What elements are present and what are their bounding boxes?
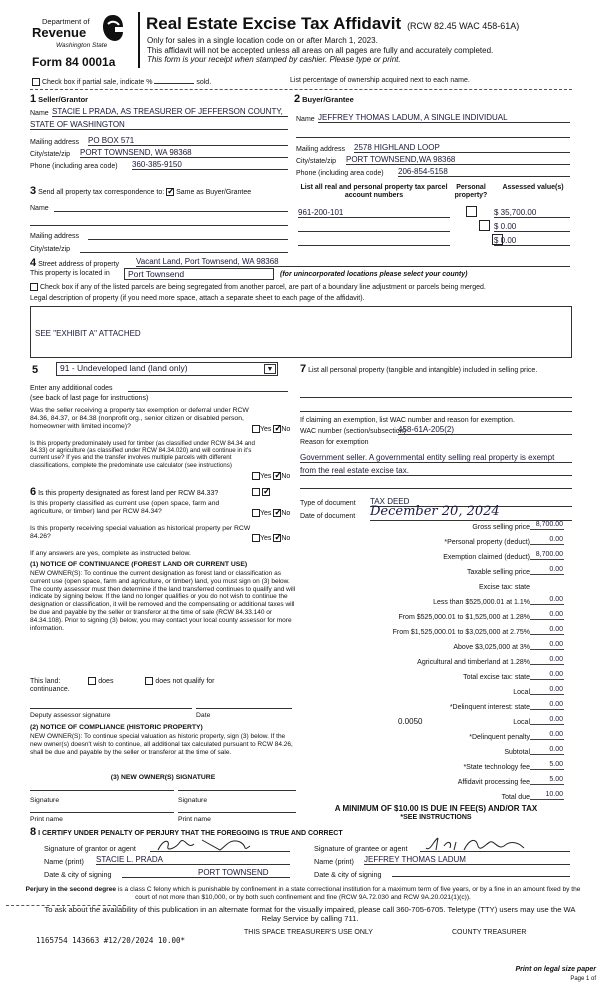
section-number: 1 xyxy=(30,93,37,105)
see-instructions-note: *SEE INSTRUCTIONS xyxy=(400,814,472,821)
totals-label: Subtotal xyxy=(504,749,530,756)
personal-property-checkbox[interactable] xyxy=(466,206,477,217)
timber-yes-no xyxy=(252,472,290,481)
additional-codes-field[interactable] xyxy=(128,384,288,392)
seller-heading-label: Seller/Grantor xyxy=(38,95,89,104)
parcels-heading: List all real and personal property tax parcel account numbers xyxy=(300,184,448,200)
located-row xyxy=(30,270,110,278)
grantee-date-label: Date & city of signing xyxy=(314,870,382,879)
legal-description-box[interactable] xyxy=(30,306,572,358)
form-title: Real Estate Excise Tax Affidavit xyxy=(146,14,402,33)
located-label: This property is located in xyxy=(30,270,110,277)
totals-label: Excise tax: state xyxy=(479,584,530,591)
land-use-select[interactable] xyxy=(56,362,278,376)
partial-sale-row xyxy=(32,78,211,87)
totals-value-field[interactable]: 8,700.00 xyxy=(530,551,564,560)
totals-label: *Personal property (deduct) xyxy=(444,539,530,546)
perjury-text: is a class C felony which is punishable by confinement in a state correctional institution for a maximum term of five years, or by a fine in an amount fixed by the court of not more than $10,000, or by both such confinement and fine (RCW 9A.72.030 and RCW 9A.20.021(1)(c)). xyxy=(117,886,581,901)
seller-heading xyxy=(30,93,88,106)
personal-property-heading: Personal property? xyxy=(454,184,488,200)
wac-field[interactable]: 458-61A-205(2) xyxy=(398,425,572,435)
located-select[interactable]: Port Townsend xyxy=(124,268,274,280)
located-note: (for unincorporated locations please select your county) xyxy=(280,271,468,278)
totals-value-field[interactable]: 0.00 xyxy=(530,731,564,740)
grantee-signature-mark xyxy=(420,836,570,854)
buyer-heading-label: Buyer/Grantee xyxy=(302,95,354,104)
this-land-label: This land: xyxy=(30,677,61,685)
current-use-yes-no xyxy=(252,509,290,518)
washington-state: Washington State xyxy=(56,42,108,49)
grantor-signature-mark xyxy=(150,836,290,854)
reason-line xyxy=(300,475,572,476)
corr-city-field[interactable] xyxy=(80,245,288,253)
legal-label: Legal description of property (if you need more space, attach a separate sheet to each page of the affidavit). xyxy=(30,295,365,302)
buyer-phone-field[interactable]: 206-854-5158 xyxy=(398,167,570,177)
notice-continuance-heading: (1) NOTICE OF CONTINUANCE (FOREST LAND OR CURRENT USE) xyxy=(30,561,248,568)
notice-compliance-heading: (2) NOTICE OF COMPLIANCE (HISTORIC PROPERTY) xyxy=(30,724,203,731)
totals-label: Agricultural and timberland at 1.28% xyxy=(417,659,530,666)
dor-logo xyxy=(30,14,126,58)
local-rate: 0.0050 xyxy=(398,717,423,726)
corr-mail-field[interactable] xyxy=(88,232,288,240)
does-label: does xyxy=(98,677,114,685)
totals-label: Gross selling price xyxy=(472,524,530,531)
historic-yes-no xyxy=(252,534,290,543)
notice-continuance-body: NEW OWNER(S): To continue the current designation as forest land or classification as current use (open space, farm and agriculture, or timber) land, you must sign on (3) below. The county assessor must then determine if the land transferred continues to qualify and will indicate by signing below. If the land no longer qualifies or you do not wish to continue the designation or classification, it will be removed and the compensating or additional taxes will be due and payable by the seller or transferor at the time of sale (RCW 84.33.140 or 84.34.108). Prior to signing (3) below, you may contact your local county assessor for more information. xyxy=(30,570,296,632)
forest-no-checkbox[interactable] xyxy=(262,488,270,496)
county-treasurer: COUNTY TREASURER xyxy=(452,929,527,936)
grantee-date-city-field[interactable] xyxy=(392,868,570,877)
reason-line xyxy=(300,488,572,489)
minimum-due-note: A MINIMUM OF $10.00 IS DUE IN FEE(S) AND/OR TAX xyxy=(334,804,538,813)
treasurer-stamp: 1165754 143663 #12/20/2024 10.00* xyxy=(36,936,186,945)
continuance-label: continuance. xyxy=(30,686,70,693)
parcel-number-field[interactable] xyxy=(298,222,450,232)
signature-label: Signature xyxy=(30,797,60,804)
current-use-question: Is this property classified as current use (open space, farm and agriculture, or timber) land per RCW 84.34? xyxy=(30,500,220,515)
seller-city-field[interactable]: PORT TOWNSEND, WA 98368 xyxy=(80,148,288,158)
buyer-heading xyxy=(294,93,354,106)
doc-type-field[interactable]: TAX DEED xyxy=(370,497,572,507)
no-label: No xyxy=(281,509,291,517)
revenue-wordmark: Revenue xyxy=(32,25,87,40)
partial-sale-percent-field[interactable] xyxy=(154,83,194,84)
section-number: 6 xyxy=(30,486,37,498)
totals-value-field[interactable]: 0.00 xyxy=(530,596,564,605)
totals-label: Exemption claimed (deduct) xyxy=(443,554,530,561)
yes-label: Yes xyxy=(260,534,272,542)
section-number: 2 xyxy=(294,93,301,105)
totals-value-field[interactable]: 0.00 xyxy=(530,626,564,635)
timber-no-checkbox[interactable] xyxy=(273,472,281,480)
header-note: This affidavit will not be accepted unless all areas on all pages are fully and accurately completed. xyxy=(147,45,494,55)
revenue-logo-icon xyxy=(102,14,124,42)
totals-label: From $1,525,000.01 to $3,025,000 at 2.75% xyxy=(392,629,530,636)
section-number: 8 xyxy=(30,826,37,838)
street-label: Street address of property xyxy=(38,261,120,268)
page-number: Page 1 of xyxy=(570,976,596,982)
assessed-value-field[interactable]: $ 0.00 xyxy=(494,222,570,232)
personal-property-field-1[interactable] xyxy=(300,390,572,398)
partial-sale-sold: sold. xyxy=(196,78,212,86)
assessed-value-field[interactable]: $ 35,700.00 xyxy=(494,208,570,218)
totals-value-field[interactable]: 0.00 xyxy=(530,566,564,575)
totals-label: Local xyxy=(513,719,530,726)
legal-description-text: SEE "EXHIBIT A" ATTACHED xyxy=(35,329,141,338)
buyer-mail-label: Mailing address xyxy=(296,146,346,153)
section-number: 7 xyxy=(300,363,307,375)
doc-date-field[interactable]: December 20, 2024 xyxy=(370,505,572,521)
signature-label: Signature xyxy=(178,797,208,804)
does-not-checkbox[interactable] xyxy=(145,677,153,685)
totals-label: Taxable selling price xyxy=(466,569,530,576)
totals-label: Total excise tax: state xyxy=(463,674,530,681)
historic-yes-checkbox[interactable] xyxy=(252,534,260,542)
street-address-field[interactable]: Vacant Land, Port Townsend, WA 98368 xyxy=(136,257,570,267)
correspondence-row xyxy=(30,185,251,198)
land-use-value: 91 - Undeveloped land (land only) xyxy=(60,363,188,373)
owner-signature-field-1[interactable] xyxy=(30,785,174,791)
new-owner-signature-heading: (3) NEW OWNER(S) SIGNATURE xyxy=(110,774,216,781)
timber-question: Is this property predominately used for timber (as classified under RCW 84.34 and 84.33) or agriculture (as classified under RCW 84.34.020) and will continue in it's current use? If yes and the transfer involves multiple parcels with different classifications, complete the predominate use calculator (see instructions) xyxy=(30,440,255,469)
corr-name-line2[interactable] xyxy=(30,218,288,226)
alt-format-notice: To ask about the availability of this publication in an alternate format for the visually impaired, please call 360-705-6705. Teletype (TTY) users may use the WA Relay Service by calling 711. xyxy=(44,905,576,923)
yes-label: Yes xyxy=(260,509,272,517)
totals-label: Affidavit processing fee xyxy=(457,779,530,786)
buyer-mail-field[interactable]: 2578 HIGHLAND LOOP xyxy=(354,143,570,153)
buyer-name-label: Name xyxy=(296,116,315,123)
grantee-name-label: Name (print) xyxy=(314,857,354,866)
does-not-label: does not qualify for xyxy=(155,677,215,685)
totals-value-field[interactable]: 0.00 xyxy=(530,641,564,650)
section-divider xyxy=(30,89,572,90)
additional-codes-note: (see back of last page for instructions) xyxy=(30,395,149,402)
seller-name-line2[interactable]: STATE OF WASHINGTON xyxy=(30,120,288,130)
department-of: Department of xyxy=(42,17,90,26)
doc-type-label: Type of document xyxy=(300,500,356,507)
deputy-signature-field[interactable] xyxy=(30,703,192,709)
assessed-value-field[interactable]: $ 0.00 xyxy=(494,236,570,246)
parcel-number-field[interactable]: 961-200-101 xyxy=(298,208,450,218)
totals-label: Less than $525,000.01 at 1.1% xyxy=(433,599,530,606)
historic-question: Is this property receiving special valuation as historical property per RCW 84.26? xyxy=(30,525,251,540)
grantor-city: PORT TOWNSEND xyxy=(198,868,269,877)
segregated-checkbox[interactable] xyxy=(30,283,38,291)
chevron-down-icon: ▼ xyxy=(264,364,276,374)
reason-line xyxy=(300,462,572,463)
street-row xyxy=(30,257,119,270)
exemption-no-checkbox[interactable] xyxy=(273,425,281,433)
no-label: No xyxy=(281,534,291,542)
form-title-row xyxy=(146,14,519,34)
totals-value-field[interactable]: 0.00 xyxy=(530,656,564,665)
doc-date-label: Date of document xyxy=(300,513,356,520)
personal-property-label: List all personal property (tangible and intangible) included in selling price. xyxy=(308,367,538,374)
totals-label: *State technology fee xyxy=(463,764,530,771)
header-divider xyxy=(138,12,140,68)
buyer-name-line2[interactable] xyxy=(296,130,570,138)
timber-yes-checkbox[interactable] xyxy=(252,472,260,480)
personal-property-row xyxy=(300,363,572,376)
segregated-label: Check box if any of the listed parcels are being segregated from another parcel, are part of a boundary line adjustment or parcels being merged. xyxy=(39,283,486,291)
forest-question: Is this property designated as forest land per RCW 84.33? xyxy=(38,490,219,497)
section-number: 5 xyxy=(32,364,39,376)
owner-print-field-1[interactable] xyxy=(30,807,174,813)
list-percentage-note: List percentage of ownership acquired next to each name. xyxy=(290,77,470,84)
partial-sale-checkbox[interactable] xyxy=(32,78,40,86)
grantor-date-label: Date & city of signing xyxy=(44,870,112,879)
grantor-date-city-field[interactable] xyxy=(122,868,290,878)
totals-value-field[interactable]: 0.00 xyxy=(530,536,564,545)
totals-value-field[interactable]: 0.00 xyxy=(530,686,564,695)
section6-note: If any answers are yes, complete as instructed below. xyxy=(30,550,191,557)
totals-label: Local xyxy=(513,689,530,696)
corr-name-label: Name xyxy=(30,205,49,212)
totals-label: Above $3,025,000 at 3% xyxy=(453,644,530,651)
totals-value-field[interactable]: 8,700.00 xyxy=(530,521,564,530)
forest-yes-checkbox[interactable] xyxy=(252,488,260,496)
same-as-buyer-label: Same as Buyer/Grantee xyxy=(176,189,252,196)
personal-property-field-2[interactable] xyxy=(300,404,572,412)
seller-phone-label: Phone (including area code) xyxy=(30,163,118,170)
totals-label: Total due xyxy=(501,794,530,801)
totals-value-field[interactable]: 0.00 xyxy=(530,701,564,710)
owner-signature-field-2[interactable] xyxy=(178,785,296,791)
corr-mail-label: Mailing address xyxy=(30,233,80,240)
grantor-sig-label: Signature of grantor or agent xyxy=(44,844,136,853)
buyer-city-field[interactable]: PORT TOWNSEND,WA 98368 xyxy=(346,155,570,165)
same-as-buyer-checkbox[interactable] xyxy=(166,188,174,196)
certify-label: I CERTIFY UNDER PENALTY OF PERJURY THAT THE FOREGOING IS TRUE AND CORRECT xyxy=(38,830,343,837)
grantor-name-field[interactable]: STACIE L. PRADA xyxy=(96,855,290,865)
buyer-city-label: City/state/zip xyxy=(296,158,337,165)
seller-mail-label: Mailing address xyxy=(30,139,80,146)
totals-value-field[interactable]: 0.00 xyxy=(530,671,564,680)
seller-mail-field[interactable]: PO BOX 571 xyxy=(88,136,288,146)
deputy-signature-label: Deputy assessor signature xyxy=(30,712,111,719)
exemption-yes-checkbox[interactable] xyxy=(252,425,260,433)
exemption-yes-no xyxy=(252,425,290,434)
header-notes xyxy=(147,36,493,65)
grantor-name-label: Name (print) xyxy=(44,857,84,866)
totals-label: *Delinquent interest: state xyxy=(449,704,530,711)
parcel-number-field[interactable] xyxy=(298,236,450,246)
yes-label: Yes xyxy=(260,472,272,480)
totals-label: From $525,000.01 to $1,525,000 at 1.28% xyxy=(398,614,530,621)
perjury-notice xyxy=(20,886,586,902)
totals-value-field[interactable]: 5.00 xyxy=(530,761,564,770)
corr-city-label: City/state/zip xyxy=(30,246,71,253)
grantee-sig-label: Signature of grantee or agent xyxy=(314,844,408,853)
form-rcw: (RCW 82.45 WAC 458-61A) xyxy=(407,21,520,31)
totals-value-field[interactable]: 5.00 xyxy=(530,776,564,785)
print-name-label: Print name xyxy=(30,816,63,823)
section-number: 3 xyxy=(30,185,37,197)
current-use-no-checkbox[interactable] xyxy=(273,509,281,517)
grantee-name-field[interactable]: JEFFREY THOMAS LADUM xyxy=(364,855,570,865)
header-note: Only for sales in a single location code on or after March 1, 2023. xyxy=(147,36,378,45)
partial-sale-label: Check box if partial sale, indicate % xyxy=(41,78,153,86)
no-label: No xyxy=(281,425,291,433)
totals-value-field[interactable]: 0.00 xyxy=(530,716,564,725)
seller-exemption-question: Was the seller receiving a property tax exemption or deferral under RCW 84.36, 84.37, or 84.38 (nonprofit org., senior citizen or disabled person, homeowner with limited income)? xyxy=(30,407,249,430)
section-number: 4 xyxy=(30,257,37,269)
correspondence-label: Send all property tax correspondence to: xyxy=(38,189,165,196)
additional-codes-label: Enter any additional codes xyxy=(30,385,113,392)
forest-yes-no xyxy=(252,488,270,497)
treasurer-use-only: THIS SPACE TREASURER'S USE ONLY xyxy=(244,929,373,936)
grantor-signature-field[interactable] xyxy=(150,836,290,852)
grantee-signature-field[interactable] xyxy=(420,836,570,852)
totals-value-field[interactable]: 0.00 xyxy=(530,746,564,755)
buyer-name-field[interactable]: JEFFREY THOMAS LADUM, A SINGLE INDIVIDUAL xyxy=(318,113,570,123)
seller-phone-field[interactable]: 360-385-9150 xyxy=(132,160,288,170)
form-number: Form 84 0001a xyxy=(32,55,116,69)
seller-name-line1[interactable]: STACIE L PRADA, AS TREASURER OF JEFFERSON COUNTY, xyxy=(52,107,288,117)
totals-value-field[interactable]: 0.00 xyxy=(530,611,564,620)
totals-label: *Delinquent penalty xyxy=(469,734,530,741)
corr-name-field[interactable] xyxy=(54,204,288,212)
does-checkbox[interactable] xyxy=(88,677,96,685)
exemption-claim-label: If claiming an exemption, list WAC number and reason for exemption. xyxy=(300,417,515,424)
buyer-phone-label: Phone (including area code) xyxy=(296,170,384,177)
deputy-date-label: Date xyxy=(196,712,211,719)
seller-name-label: Name xyxy=(30,110,49,117)
perjury-heading: Perjury in the second degree xyxy=(25,886,117,893)
deputy-date-field[interactable] xyxy=(196,703,292,709)
wac-label: WAC number (section/subsection) xyxy=(300,428,406,435)
owner-print-field-2[interactable] xyxy=(178,807,296,813)
this-land-row xyxy=(30,677,215,686)
reason-field[interactable]: Government seller. A governmental entity selling real property is exempt from the real estate excise tax. xyxy=(300,453,555,475)
segregated-row xyxy=(30,283,486,292)
notice-compliance-body: NEW OWNER(S): To continue special valuation as historic property, sign (3) below. If the new owner(s) doesn't wish to continue, all additional tax calculated pursuant to RCW 84.26, shall be due and payable by the seller or transferor at the time of sale. xyxy=(30,733,293,756)
historic-no-checkbox[interactable] xyxy=(273,534,281,542)
reason-label: Reason for exemption xyxy=(300,439,369,446)
personal-property-checkbox[interactable] xyxy=(479,220,490,231)
forest-question-row xyxy=(30,486,218,499)
header-note: This form is your receipt when stamped by cashier. Please type or print. xyxy=(147,55,401,64)
print-legal-note: Print on legal size paper xyxy=(515,966,596,973)
seller-city-label: City/state/zip xyxy=(30,151,71,158)
yes-label: Yes xyxy=(260,425,272,433)
current-use-yes-checkbox[interactable] xyxy=(252,509,260,517)
no-label: No xyxy=(281,472,291,480)
totals-value-field[interactable]: 10.00 xyxy=(530,791,564,800)
print-name-label: Print name xyxy=(178,816,211,823)
assessed-value-heading: Assessed value(s) xyxy=(502,184,564,191)
